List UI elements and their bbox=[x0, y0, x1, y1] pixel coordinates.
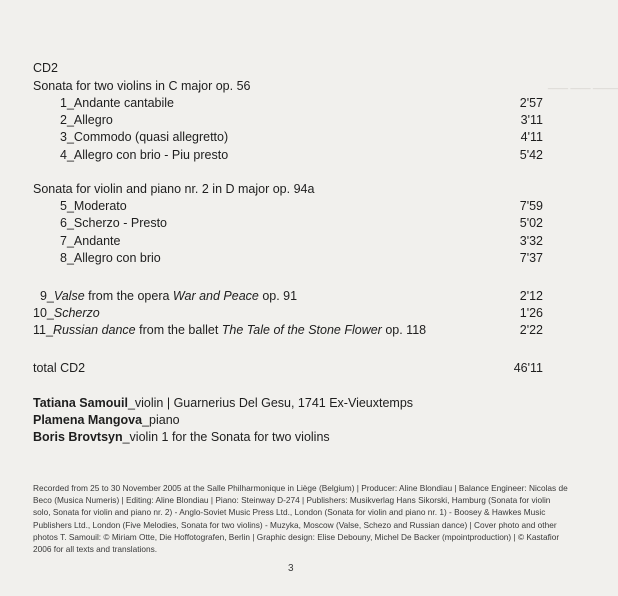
track-number: 3_ bbox=[60, 130, 74, 144]
track-title: Andante bbox=[73, 234, 121, 248]
track-title-italic: The Tale of the Stone Flower bbox=[221, 323, 382, 337]
track-time: 7'37 bbox=[519, 251, 543, 265]
total-row bbox=[33, 361, 543, 375]
track-row bbox=[33, 306, 543, 323]
track-time: 5'02 bbox=[519, 216, 543, 230]
track-row bbox=[60, 113, 543, 130]
track-title: Scherzo - Presto bbox=[73, 216, 167, 230]
track-row bbox=[33, 289, 543, 306]
track-number: 1_ bbox=[60, 96, 74, 110]
track-number: 9_ bbox=[39, 289, 54, 303]
track-time: 4'11 bbox=[520, 130, 543, 144]
track-number: 11_ bbox=[33, 323, 53, 337]
page-number: 3 bbox=[288, 563, 294, 574]
performer-line bbox=[33, 396, 413, 410]
track-row bbox=[60, 130, 543, 147]
track-title: from the opera bbox=[84, 289, 173, 303]
track-row bbox=[60, 199, 543, 216]
track-title: Commodo (quasi allegretto) bbox=[73, 130, 229, 144]
track-title: op. 118 bbox=[381, 323, 427, 337]
track-title-italic: Scherzo bbox=[53, 306, 100, 320]
track-row bbox=[60, 148, 543, 165]
performer-line bbox=[33, 413, 180, 427]
bleed-through-text: ____ ____ _____ bbox=[548, 79, 618, 89]
cd-label: CD2 bbox=[33, 61, 59, 75]
work-title-sonata-two-violins: Sonata for two violins in C major op. 56 bbox=[33, 79, 251, 93]
performer-name: Boris Brovtsyn bbox=[33, 430, 123, 444]
track-row bbox=[33, 323, 543, 340]
track-title-italic: Russian dance bbox=[52, 323, 136, 337]
track-title: Allegro con brio bbox=[73, 251, 161, 265]
track-time: 3'32 bbox=[519, 234, 543, 248]
track-title: Andante cantabile bbox=[73, 96, 174, 110]
track-number: 2_ bbox=[60, 113, 74, 127]
track-number: 10_ bbox=[33, 306, 54, 320]
track-title: Allegro bbox=[73, 113, 113, 127]
track-number: 8_ bbox=[60, 251, 74, 265]
track-title: Moderato bbox=[73, 199, 127, 213]
track-time: 2'22 bbox=[519, 323, 543, 337]
track-number: 4_ bbox=[60, 148, 74, 162]
performer-name: Tatiana Samouil bbox=[33, 396, 128, 410]
track-number: 6_ bbox=[60, 216, 74, 230]
track-row bbox=[60, 96, 543, 113]
track-title: op. 91 bbox=[258, 289, 298, 303]
performer-line bbox=[33, 430, 330, 444]
track-number: 5_ bbox=[60, 199, 74, 213]
track-time: 5'42 bbox=[519, 148, 543, 162]
total-time: 46'11 bbox=[513, 361, 543, 375]
performer-role: _piano bbox=[142, 413, 180, 427]
track-title: Allegro con brio - Piu presto bbox=[73, 148, 229, 162]
performer-name: Plamena Mangova bbox=[33, 413, 143, 427]
track-row bbox=[60, 234, 543, 251]
track-time: 7'59 bbox=[519, 199, 543, 213]
track-row bbox=[60, 216, 543, 233]
total-label: total CD2 bbox=[33, 361, 86, 375]
recording-credits: Recorded from 25 to 30 November 2005 at the Salle Philharmonique in Liège (Belgium) | Producer: Aline Blondiau | Balance Engineer: Nicolas de Beco (Musica Numeris) | Editing: Aline Blondiau | Piano: Steinway D-274 | Publishers: Musikverlag Hans Sikorski, Hamburg (Sonata for violin solo, Sonata for violin and piano nr. 2) - Anglo-Soviet Music Press Ltd., London (Sonata for violin and piano nr. 1) - Boosey & Hawkes Music Publishers Ltd., London (Five Melodies, Sonata for two violins) - Muzyka, Moscow (Valse, Schezo and Russian dance) | Cover photo and other photos T. Samouil: © Miriam Otte, Die Hoffotografen, Berlin | Graphic design: Elise Debouny, Michel De Backer (mpointproduction) | © Kastafior 2006 for all texts and translations. bbox=[33, 483, 568, 555]
track-time: 3'11 bbox=[520, 113, 543, 127]
track-title-italic: Valse bbox=[53, 289, 85, 303]
performer-role: _violin | Guarnerius Del Gesu, 1741 Ex-Vieuxtemps bbox=[127, 396, 414, 410]
track-title: from the ballet bbox=[135, 323, 222, 337]
performer-role: _violin 1 for the Sonata for two violins bbox=[122, 430, 330, 444]
work-title-sonata-violin-piano: Sonata for violin and piano nr. 2 in D major op. 94a bbox=[33, 182, 315, 196]
track-title-italic: War and Peace bbox=[172, 289, 259, 303]
track-time: 2'57 bbox=[519, 96, 543, 110]
track-row bbox=[60, 251, 543, 268]
track-number: 7_ bbox=[60, 234, 74, 248]
track-time: 1'26 bbox=[519, 306, 543, 320]
track-time: 2'12 bbox=[519, 289, 543, 303]
